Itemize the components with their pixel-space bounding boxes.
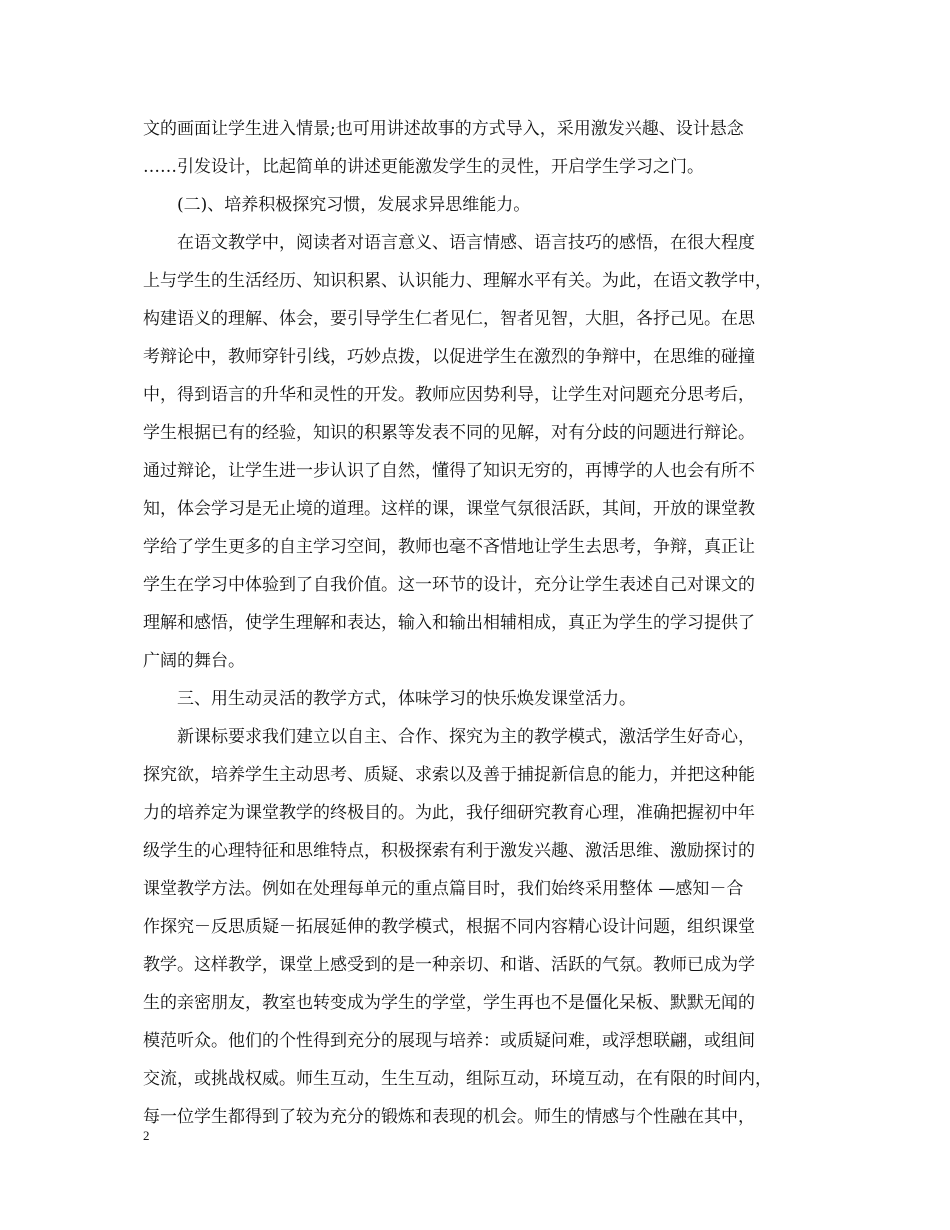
text-line: ……引发设计，比起简单的讲述更能激发学生的灵性，开启学生学习之门。 — [143, 157, 704, 177]
text-line: 知，体会学习是无止境的道理。这样的课，课堂气氛很活跃，其间，开放的课堂教 — [143, 499, 755, 519]
paragraph-start: 在语文教学中，阅读者对语言意义、语言情感、语言技巧的感悟，在很大程度 — [177, 233, 755, 253]
text-line: 理解和感悟，使学生理解和表达，输入和输出相辅相成，真正为学生的学习提供了 — [143, 613, 755, 633]
text-line: 文的画面让学生进入情景;也可用讲述故事的方式导入，采用激发兴趣、设计悬念 — [143, 119, 744, 139]
text-line: 考辩论中，教师穿针引线，巧妙点拨，以促进学生在激烈的争辩中，在思维的碰撞 — [143, 347, 755, 367]
text-line: 学给了学生更多的自主学习空间，教师也毫不吝惜地让学生去思考，争辩，真正让 — [143, 537, 755, 557]
page-number: 2 — [143, 1128, 150, 1143]
text-line: 课堂教学方法。例如在处理每单元的重点篇目时，我们始终采用整体 —感知－合 — [143, 879, 744, 899]
text-line: 每一位学生都得到了较为充分的锻炼和表现的机会。师生的情感与个性融在其中， — [143, 1107, 755, 1127]
text-line: 作探究－反思质疑－拓展延伸的教学模式，根据不同内容精心设计问题，组织课堂 — [143, 917, 755, 937]
text-line: 构建语义的理解、体会，要引导学生仁者见仁，智者见智，大胆，各抒己见。在思 — [143, 309, 755, 329]
text-line: 交流，或挑战权威。师生互动，生生互动，组际互动，环境互动，在有限的时间内， — [143, 1069, 772, 1089]
text-line: 教学。这样教学，课堂上感受到的是一种亲切、和谐、活跃的气氛。教师已成为学 — [143, 955, 755, 975]
text-line: 上与学生的生活经历、知识积累、认识能力、理解水平有关。为此，在语文教学中， — [143, 271, 772, 291]
text-line: 模范听众。他们的个性得到充分的展现与培养：或质疑问难，或浮想联翩，或组间 — [143, 1031, 755, 1051]
section-heading: (二)、培养积极探究习惯，发展求异思维能力。 — [177, 195, 531, 215]
text-line: 中，得到语言的升华和灵性的开发。教师应因势利导，让学生对问题充分思考后， — [143, 385, 755, 405]
text-line: 生的亲密朋友，教室也转变成为学生的学堂，学生再也不是僵化呆板、默默无闻的 — [143, 993, 755, 1013]
text-line: 通过辩论，让学生进一步认识了自然，懂得了知识无穷的，再博学的人也会有所不 — [143, 461, 755, 481]
text-line: 学生在学习中体验到了自我价值。这一环节的设计，充分让学生表述自己对课文的 — [143, 575, 755, 595]
section-heading: 三、用生动灵活的教学方式，体味学习的快乐焕发课堂活力。 — [177, 689, 636, 709]
text-line: 级学生的心理特征和思维特点，积极探索有利于激发兴趣、激活思维、激励探讨的 — [143, 841, 755, 861]
text-line: 探究欲，培养学生主动思考、质疑、求索以及善于捕捉新信息的能力，并把这种能 — [143, 765, 755, 785]
text-line: 学生根据已有的经验，知识的积累等发表不同的见解，对有分歧的问题进行辩论。 — [143, 423, 755, 443]
text-line: 广阔的舞台。 — [143, 651, 245, 671]
text-line: 力的培养定为课堂教学的终极目的。为此，我仔细研究教育心理，准确把握初中年 — [143, 803, 755, 823]
paragraph-start: 新课标要求我们建立以自主、合作、探究为主的教学模式，激活学生好奇心， — [177, 727, 755, 747]
